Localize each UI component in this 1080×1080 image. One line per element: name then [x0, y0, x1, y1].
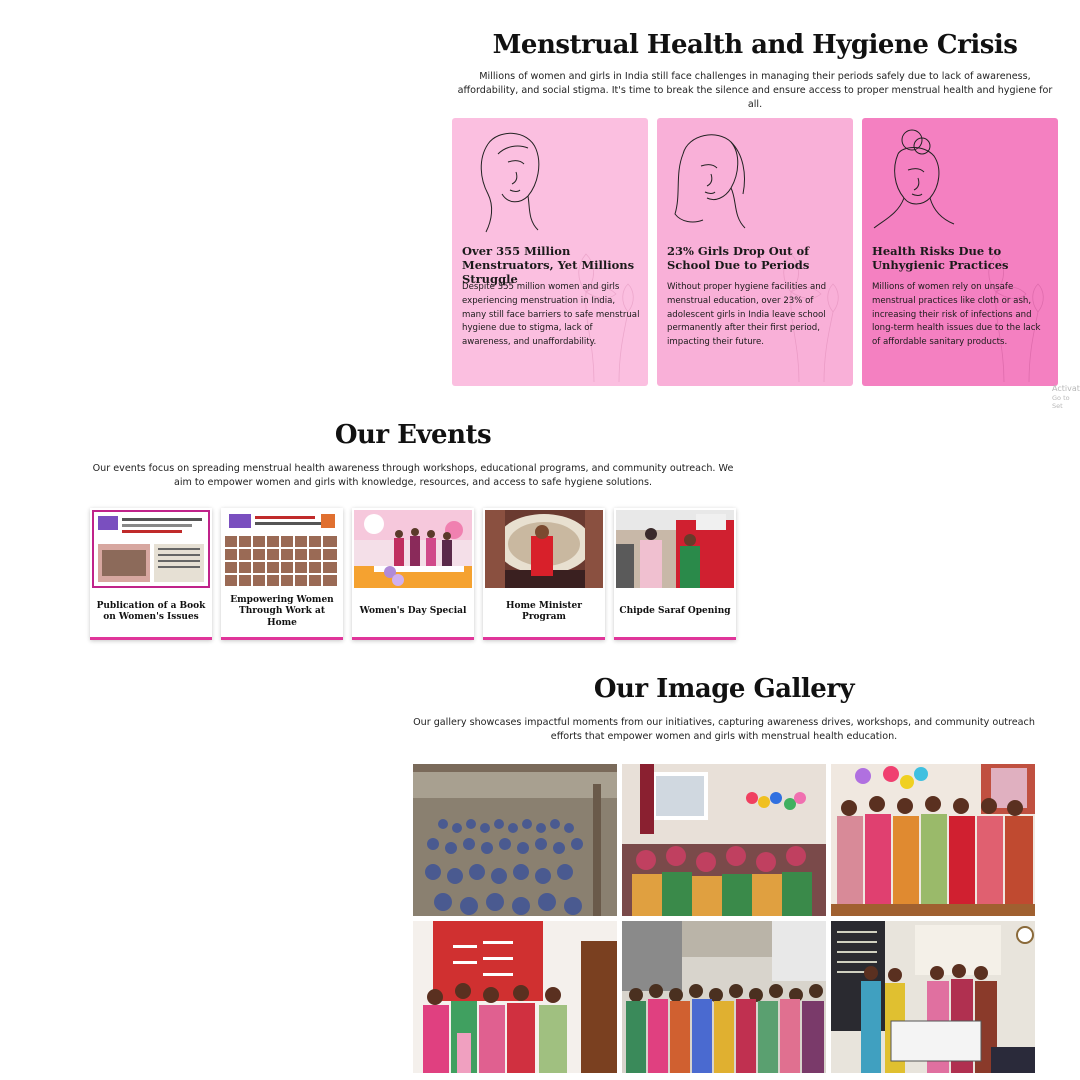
event-image [354, 510, 472, 588]
gallery-grid [413, 764, 1035, 1076]
events-description: Our events focus on spreading menstrual health awareness through workshops, educational programs, and community outreach. We aim to empower women and girls with knowledge, resources, and access to safe hygiene solutions. [92, 463, 734, 488]
card-text: Despite 355 million women and girls experiencing menstruation in India, many still face barriers to safe menstrual hygiene due to stigma, lack of awareness, and unaffordability. [462, 282, 640, 348]
gallery-section [408, 674, 1040, 744]
card-text: Millions of women rely on unsafe menstrual practices like cloth or ash, increasing their risk of infections and long-term health issues due to the lack of affordable sanitary products. [872, 282, 1041, 348]
event-image [616, 510, 734, 588]
watermark-line2: Go to Set [1052, 394, 1070, 410]
gallery-image[interactable] [831, 764, 1035, 916]
card-title: 23% Girls Drop Out of School Due to Periods [667, 244, 810, 272]
crisis-card [862, 118, 1058, 386]
event-caption: Home Minister Program [506, 600, 582, 622]
gallery-image[interactable] [413, 921, 617, 1073]
watermark-line1: Activat [1052, 384, 1080, 393]
event-image [92, 510, 210, 588]
events-title: Our Events [334, 420, 492, 450]
gallery-image[interactable] [622, 921, 826, 1073]
event-card[interactable] [483, 508, 605, 640]
events-section [90, 420, 736, 628]
crisis-description: Millions of women and girls in India still face challenges in managing their periods safely due to lack of awareness, affordability, and social stigma. It's time to break the silence and ensure access to proper menstrual health and hygiene for all. [457, 71, 1053, 110]
event-caption: Women's Day Special [359, 606, 467, 617]
card-title: Over 355 Million Menstruators, Yet Millions Struggle [462, 244, 635, 286]
event-card[interactable] [221, 508, 343, 640]
event-caption: Chipde Saraf Opening [619, 606, 731, 617]
gallery-image[interactable] [831, 921, 1035, 1073]
crisis-cards [452, 118, 1058, 386]
events-list [90, 508, 736, 640]
event-card[interactable] [352, 508, 474, 640]
event-image [485, 510, 603, 588]
gallery-image[interactable] [622, 764, 826, 916]
card-title: Health Risks Due to Unhygienic Practices [872, 244, 1009, 272]
crisis-title: Menstrual Health and Hygiene Crisis [492, 30, 1018, 60]
crisis-card [452, 118, 648, 386]
event-card[interactable] [90, 508, 212, 640]
event-card[interactable] [614, 508, 736, 640]
crisis-card [657, 118, 853, 386]
gallery-image[interactable] [413, 764, 617, 916]
woman-face-line-art-icon [868, 124, 958, 234]
crisis-section [448, 30, 1062, 348]
event-image [223, 510, 341, 588]
woman-face-line-art-icon [458, 124, 548, 234]
event-caption: Publication of a Book on Women's Issues [96, 600, 206, 622]
card-text: Without proper hygiene facilities and menstrual education, over 23% of adolescent girls in India leave school permanently after their first period, impacting their future. [667, 282, 827, 348]
event-caption: Empowering Women Through Work at Home [230, 594, 334, 628]
gallery-title: Our Image Gallery [593, 674, 855, 704]
woman-face-line-art-icon [663, 124, 753, 234]
gallery-description: Our gallery showcases impactful moments from our initiatives, capturing awareness drives, workshops, and community outreach efforts that empower women and girls with menstrual health education. [413, 717, 1035, 742]
